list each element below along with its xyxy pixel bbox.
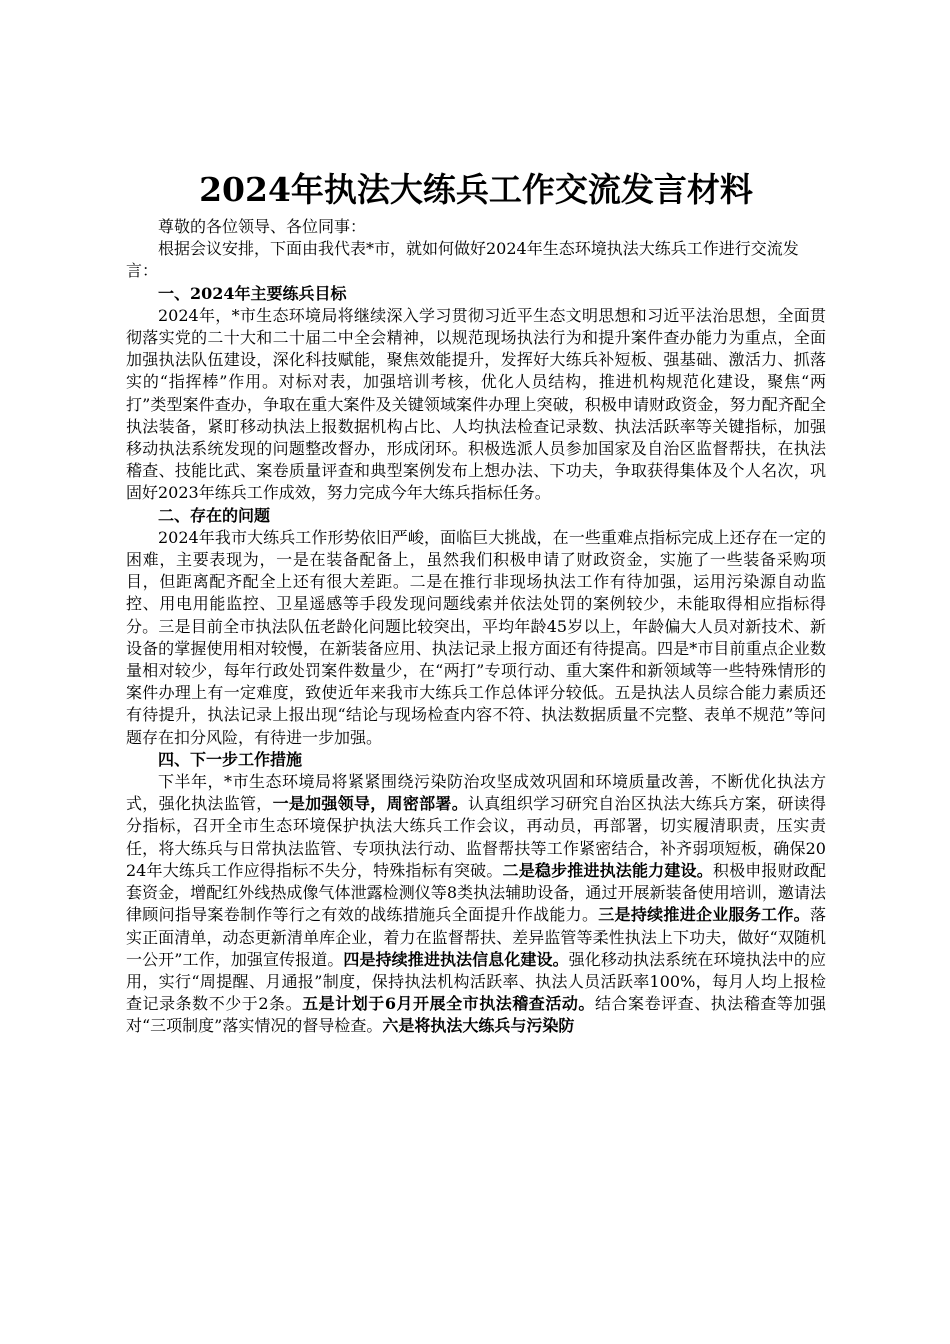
intro-paragraph: 根据会议安排，下面由我代表*市，就如何做好2024年生态环境执法大练兵工作进行交流发言： [126,239,799,281]
measure-3-title: 三是持续推进企业服务工作。 [598,905,810,925]
measure-2-title: 二是稳步推进执法能力建设。 [502,860,713,880]
section-heading-problems: 二、存在的问题 [158,505,271,525]
measure-5-title: 五是计划于6月开展全市执法稽查活动。 [302,994,595,1014]
measure-5-text: 结合案卷评查、执法稽查等加强对“三项制度”落实情况的督导检查。 [126,994,826,1036]
measure-6-title: 六是将执法大练兵与污染防 [382,1016,575,1036]
document-title: 2024年执法大练兵工作交流发言材料 [199,170,753,209]
measure-1-title: 一是加强领导，周密部署。 [272,794,468,814]
section-heading-goals: 一、2024年主要练兵目标 [158,283,347,303]
measures-intro-text: 下半年，*市生态环境局将紧紧围绕污染防治攻坚成效巩固和环境质量改善，不断优化执法方式，强化执法监管， [126,772,826,814]
section-heading-next-steps: 四、下一步工作措施 [158,749,303,769]
measure-3-text: 落实正面清单，动态更新清单库企业，着力在监督帮扶、差异监管等柔性执法上下功夫，做好“双随机一公开”工作，加强宣传报道。 [126,905,826,969]
problems-paragraph: 2024年我市大练兵工作形势依旧严峻，面临巨大挑战，在一些重难点指标完成上还存在一定的困难，主要表现为，一是在装备配备上，虽然我们积极申请了财政资金，实施了一些装备采购项目，但距离配齐配全上还有很大差距。二是在推行非现场执法工作有待加强，运用污染源自动监控、用电用能监控、卫星遥感等手段发现问题线索并依法处罚的案例较少，未能取得相应指标得分。三是目前全市执法队伍老龄化问题比较突出，平均年龄45岁以上，年龄偏大人员对新技术、新设备的掌握使用相对较慢，在新装备应用、执法记录上报方面还有待提高。四是*市目前重点企业数量相对较少，每年行政处罚案件数量少，在“两打”专项行动、重大案件和新领域等一些特殊情形的案件办理上有一定难度，致使近年来我市大练兵工作总体评分较低。五是执法人员综合能力素质还有待提升，执法记录上报出现“结论与现场检查内容不符、执法数据质量不完整、表单不规范”等问题存在扣分风险，有待进一步加强。 [126,527,826,747]
goals-paragraph: 2024年，*市生态环境局将继续深入学习贯彻习近平生态文明思想和习近平法治思想，全面贯彻落实党的二十大和二十届二中全会精神，以规范现场执法行为和提升案件查办能力为重点，全面加强执法队伍建设，深化科技赋能，聚焦效能提升，发挥好大练兵补短板、强基础、激活力、抓落实的“指挥棒”作用。对标对表，加强培训考核，优化人员结构，推进机构规范化建设，聚焦“两打”类型案件查办，争取在重大案件及关键领域案件办理上突破，积极申请财政资金，努力配齐配全执法装备，紧盯移动执法上报数据机构占比、人均执法检查记录数、执法活跃率等关键指标，加强移动执法系统发现的问题整改督办，形成闭环。积极选派人员参加国家及自治区监督帮扶，在执法稽查、技能比武、案卷质量评查和典型案例发布上想办法、下功夫，争取获得集体及个人名次，巩固好2023年练兵工作成效，努力完成今年大练兵指标任务。 [126,305,826,503]
next-steps-paragraph [126,771,826,1037]
measure-2-text: 积极申报财政配套资金，增配红外线热成像气体泄露检测仪等8类执法辅助设备，通过开展新装备使用培训，邀请法律顾问指导案卷制作等行之有效的战练措施兵全面提升作战能力。 [126,860,826,925]
measure-1-text: 认真组织学习研究自治区执法大练兵方案，研读得分指标，召开全市生态环境保护执法大练兵工作会议，再动员，再部署，切实履清职责，压实责任，将大练兵与日常执法监管、专项执法行动、监督帮扶等工作紧密结合，补齐弱项短板，确保2024年大练兵工作应得指标不失分，特殊指标有突破。 [126,794,826,880]
measure-4-title: 四是持续推进执法信息化建设。 [343,949,569,969]
salutation: 尊敬的各位领导、各位同事： [158,217,367,236]
document-page [126,170,826,1038]
measure-4-text: 强化移动执法系统在环境执法中的应用，实行“周提醒、月通报”制度，保持执法机构活跃率、执法人员活跃率100%，每月人均上报检查记录条数不少于2条。 [126,949,826,1014]
